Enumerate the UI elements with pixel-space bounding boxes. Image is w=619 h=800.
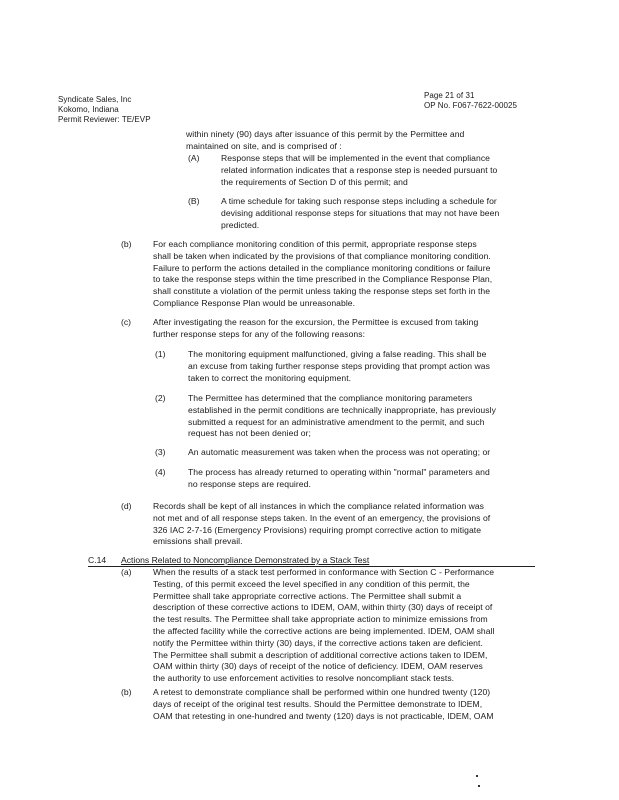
text-line: notify the Permittee within thirty (30) days, if the corrective actions taken are deficient. [153,637,483,648]
reason-2 [188,393,496,440]
text-line: predicted. [221,219,260,230]
text-line: request has not been denied or; [188,428,311,439]
section-title: Actions Related to Noncompliance Demonstrated by a Stack Test [121,555,370,565]
header-left [58,95,151,125]
text-line: the authority to use enforcement activities to resolve noncompliant stack tests. [153,673,455,684]
text-line: submitted a request for an administrative amendment to the permit, and such [188,416,485,427]
reason-3 [188,447,490,459]
text-line: The Permittee shall submit a description of additional corrective actions taken to IDEM, [153,649,488,660]
text-line: 326 IAC 2-7-16 (Emergency Provisions) requiring prompt corrective action to mitigate [153,524,482,535]
intro-paragraph [186,129,464,153]
text-line: maintained on site, and is comprised of : [186,140,342,151]
text-line: The monitoring equipment malfunctioned, giving a false reading. This shall be [188,349,487,359]
section-label: (b) [121,687,132,697]
scan-speck [478,785,480,787]
text-line: OAM within thirty (30) days of receipt of the notice of deficiency. IDEM, OAM reserves [153,661,483,672]
text-line: shall be taken when indicated by the provisions of that compliance monitoring condition. [153,250,491,261]
text-line: A retest to demonstrate compliance shall be performed within one hundred twenty (120) [153,687,491,697]
text-line: established in the permit conditions are technically inappropriate, has previously [188,404,496,415]
plan-item-b [221,196,499,231]
text-line: related information indicates that a response step is needed pursuant to [221,164,498,175]
text-line: Compliance Response Plan would be unreasonable. [153,297,356,308]
section-b-paragraph [153,239,492,310]
plan-item-a [221,153,497,188]
page-number: Page 21 of 31 [424,91,475,100]
c14-b-paragraph [153,687,494,722]
item-label: (A) [188,153,200,163]
item-label: (2) [155,393,166,403]
text-line: After investigating the reason for the excursion, the Permittee is excused from taking [153,317,479,327]
text-line: The process has already returned to operating within "normal" parameters and [188,467,490,477]
text-line: When the results of a stack test performed in conformance with Section C - Performance [153,567,495,577]
text-line: An automatic measurement was taken when the process was not operating; or [188,447,491,457]
text-line: to take the response steps within the time prescribed in the Compliance Response Plan, [153,274,493,285]
scan-speck [476,775,478,777]
section-label: (a) [121,567,132,577]
text-line: Testing, of this permit exceed the level specified in any condition of this permit, the [153,578,470,589]
text-line: description of these corrective actions to IDEM, OAM, within thirty (30) days of receipt of [153,602,493,613]
section-label: (c) [121,317,132,327]
section-c-paragraph [153,317,478,341]
text-line: the affected facility while the corrective actions are being implemented. IDEM, OAM shall [153,625,495,636]
section-d-paragraph [153,501,490,548]
company-location: Kokomo, Indiana [58,105,119,114]
header-right [424,91,517,111]
text-line: Permittee shall take appropriate corrective actions. The Permittee shall submit a [153,590,462,601]
item-label: (4) [155,467,166,477]
item-label: (B) [188,196,200,206]
text-line: devising additional response steps for situations that may not have been [221,207,500,218]
c14-a-paragraph [153,567,495,685]
text-line: For each compliance monitoring condition of this permit, appropriate response steps [153,239,477,249]
text-line: further response steps for any of the following reasons: [153,328,366,339]
text-line: OAM that retesting in one-hundred and twenty (120) days is not practicable, IDEM, OAM [153,710,494,721]
text-line: an excuse from taking further response steps providing that prompt action was [188,360,490,371]
text-line: not met and of all response steps taken. In the event of an emergency, the provisions of [153,512,491,523]
text-line: no response steps are required. [188,478,311,489]
permit-number: OP No. F067-7622-00025 [424,101,518,110]
text-line: Response steps that will be implemented in the event that compliance [221,153,490,163]
permit-reviewer: Permit Reviewer: TE/EVP [58,115,151,124]
text-line: shall constitute a violation of the permit unless taking the response steps set forth in the [153,286,491,297]
text-line: A time schedule for taking such response steps including a schedule for [221,196,497,206]
section-label: (b) [121,239,132,249]
item-label: (1) [155,349,166,359]
text-line: days of receipt of the original test results. Should the Permittee demonstrate to IDEM, [153,698,483,709]
text-line: taken to correct the monitoring equipment. [188,372,352,383]
company-name: Syndicate Sales, Inc [58,95,132,104]
section-number: C.14 [88,555,107,565]
text-line: Records shall be kept of all instances in which the compliance related information was [153,501,485,511]
text-line: within ninety (90) days after issuance of this permit by the Permittee and [186,129,465,139]
text-line: the requirements of Section D of this permit; and [221,176,408,187]
text-line: the test results. The Permittee shall take appropriate action to minimize emissions from [153,614,488,625]
reason-1 [188,349,490,384]
section-label: (d) [121,501,132,511]
text-line: emissions shall prevail. [153,536,243,547]
text-line: The Permittee has determined that the compliance monitoring parameters [188,393,473,403]
reason-4 [188,467,490,491]
item-label: (3) [155,447,166,457]
text-line: Failure to perform the actions detailed in the compliance monitoring conditions or failure [153,262,491,273]
